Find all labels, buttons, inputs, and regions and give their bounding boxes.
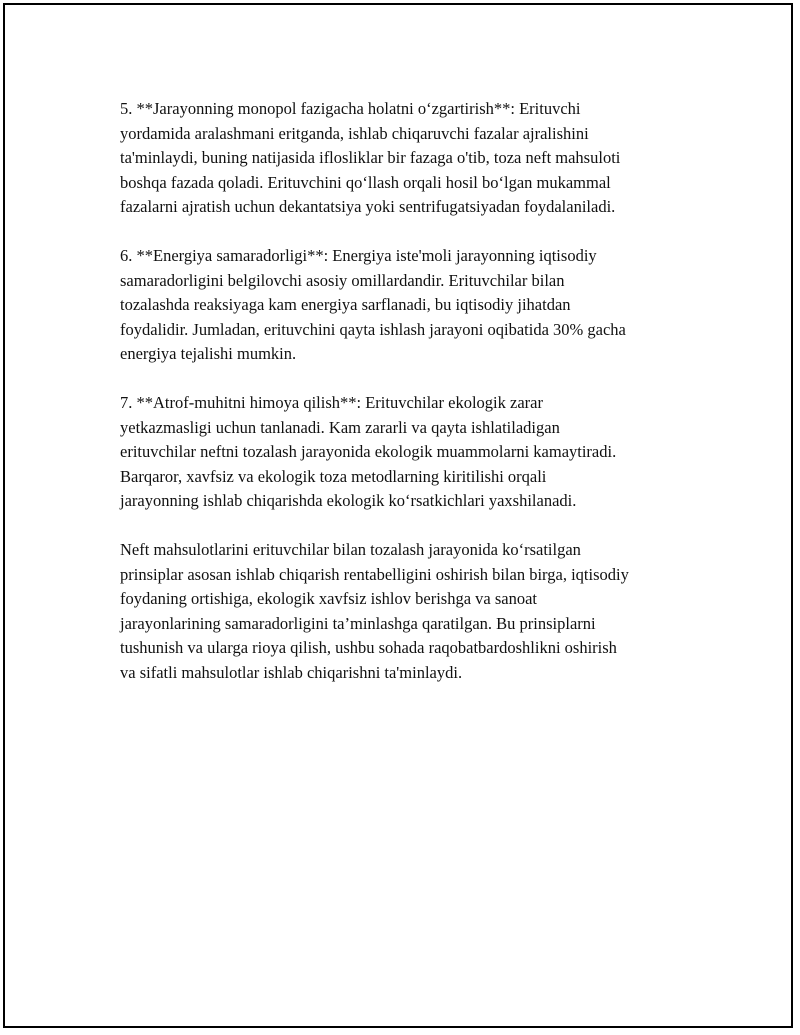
paragraph-line: Neft mahsulotlarini erituvchilar bilan tozalash jarayonida ko‘rsatilgan (120, 540, 581, 559)
paragraph-item-6 (120, 244, 700, 367)
paragraph-line: tozalashda reaksiyaga kam energiya sarflanadi, bu iqtisodiy jihatdan (120, 295, 571, 314)
paragraph-line: ta'minlaydi, buning natijasida iflosliklar bir fazaga o'tib, toza neft mahsuloti (120, 148, 621, 167)
paragraph-conclusion (120, 538, 700, 685)
paragraph-line: energiya tejalishi mumkin. (120, 344, 297, 363)
paragraph-line: tushunish va ularga rioya qilish, ushbu sohada raqobatbardoshlikni oshirish (120, 638, 617, 657)
paragraph-line: samaradorligini belgilovchi asosiy omillardandir. Erituvchilar bilan (120, 270, 565, 290)
paragraph-line: 7. **Atrof-muhitni himoya qilish**: Erituvchilar ekologik zarar (120, 393, 543, 412)
paragraph-line: prinsiplar asosan ishlab chiqarish rentabelligini oshirish bilan birga, iqtisodiy (120, 564, 629, 584)
paragraph-item-5 (120, 97, 700, 220)
paragraph-line: va sifatli mahsulotlar ishlab chiqarishni ta'minlaydi. (120, 662, 463, 682)
paragraph-line: jarayonning ishlab chiqarishda ekologik ko‘rsatkichlari yaxshilanadi. (120, 491, 577, 510)
document-page (3, 3, 793, 1028)
paragraph-line: 5. **Jarayonning monopol fazigacha holatni o‘zgartirish**: Erituvchi (120, 99, 581, 118)
paragraph-line: jarayonlarining samaradorligini ta’minlashga qaratilgan. Bu prinsiplarni (120, 613, 596, 633)
paragraph-line: foydalidir. Jumladan, erituvchini qayta ishlash jarayoni oqibatida 30% gacha (120, 319, 626, 339)
paragraph-line: yetkazmasligi uchun tanlanadi. Kam zararli va qayta ishlatiladigan (120, 417, 560, 437)
paragraph-line: Barqaror, xavfsiz va ekologik toza metodlarning kiritilishi orqali (120, 466, 547, 486)
paragraph-line: fazalarni ajratish uchun dekantatsiya yoki sentrifugatsiyadan foydalaniladi. (120, 197, 616, 216)
paragraph-line: erituvchilar neftni tozalash jarayonida ekologik muammolarni kamaytiradi. (120, 442, 617, 461)
paragraph-line: 6. **Energiya samaradorligi**: Energiya iste'moli jarayonning iqtisodiy (120, 246, 597, 265)
paragraph-item-7 (120, 391, 700, 514)
document-body (120, 97, 700, 685)
paragraph-line: yordamida aralashmani eritganda, ishlab chiqaruvchi fazalar ajralishini (120, 123, 589, 143)
paragraph-line: foydaning ortishiga, ekologik xavfsiz ishlov berishga va sanoat (120, 589, 537, 608)
paragraph-line: boshqa fazada qoladi. Erituvchini qo‘llash orqali hosil bo‘lgan mukammal (120, 172, 611, 192)
